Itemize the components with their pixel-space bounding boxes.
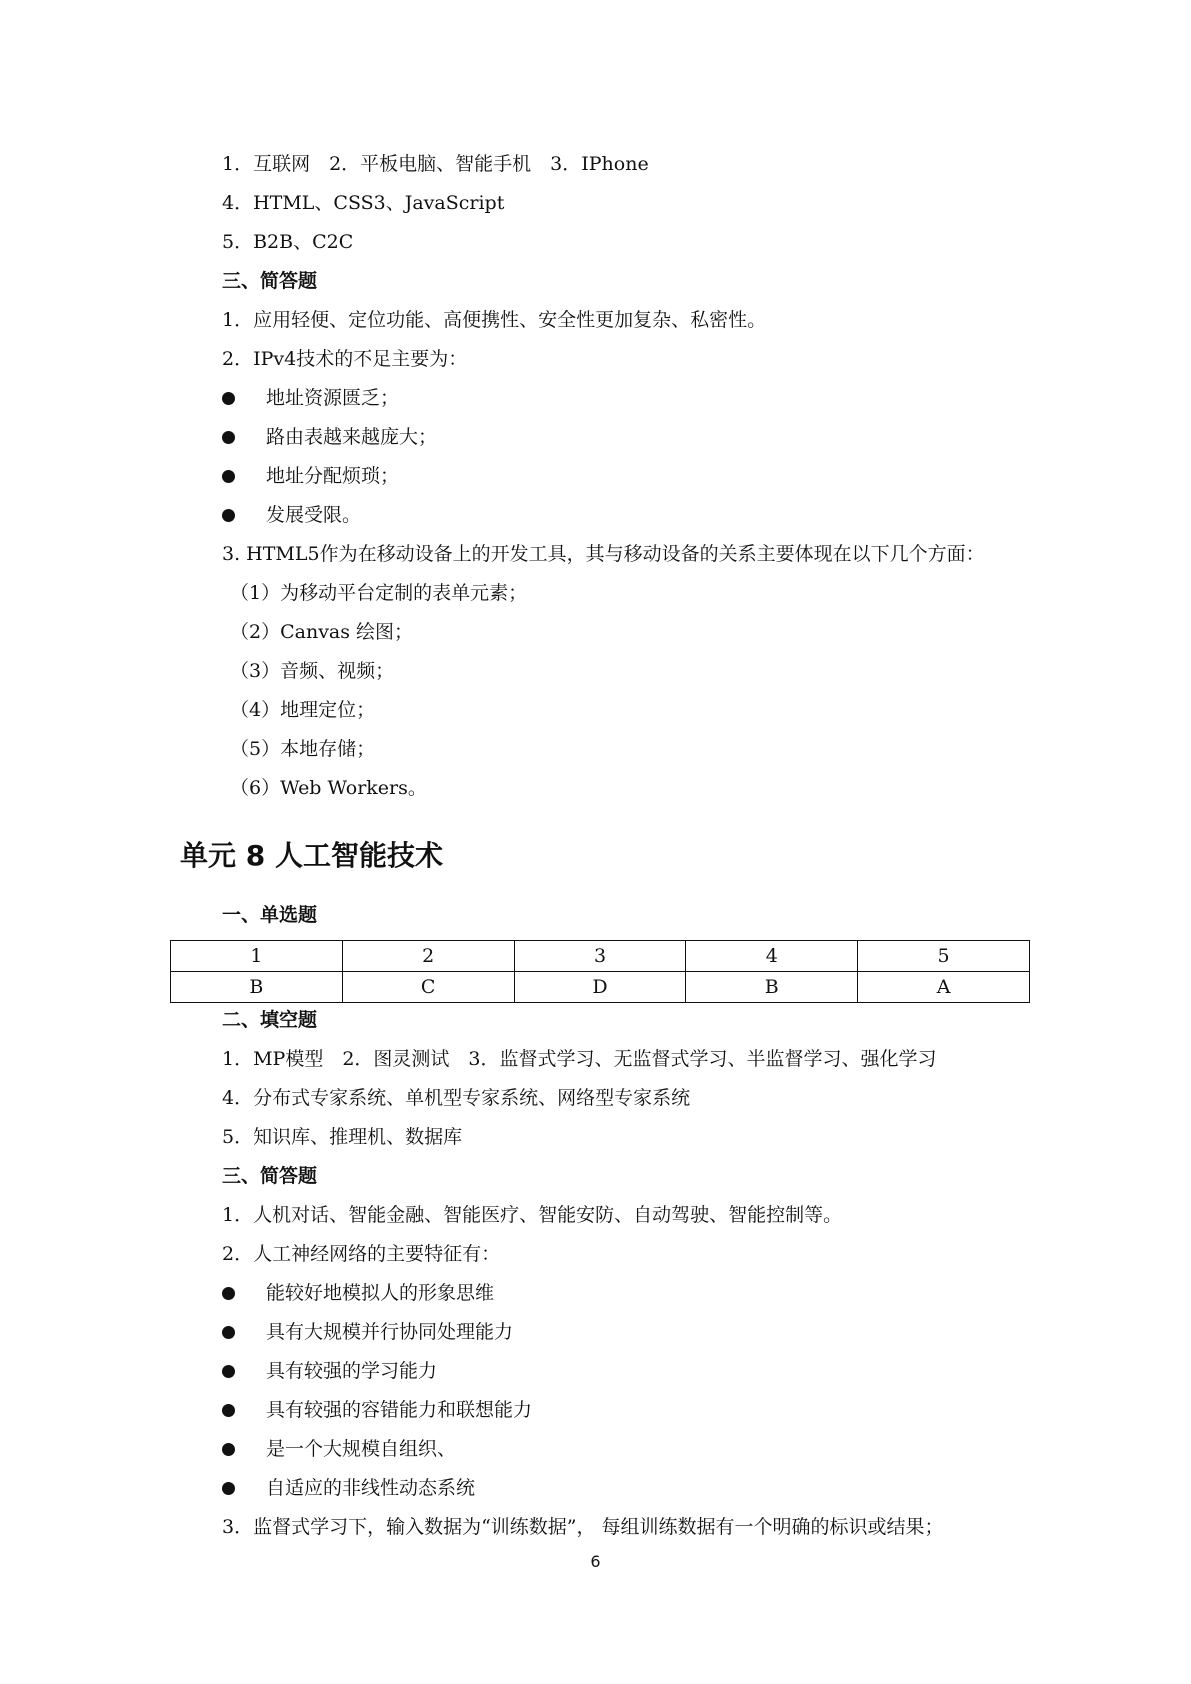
table-row [171, 972, 1030, 1003]
fill-line-1: 1．MP模型 2．图灵测试 3．监督式学习、无监督式学习、半监督学习、强化学习 [222, 1048, 937, 1070]
short-answer-heading: 三、简答题 [222, 270, 318, 292]
list-item: （5）本地存储； [230, 738, 376, 760]
list-item: 地址资源匮乏； [266, 387, 400, 409]
list-item: 具有较强的容错能力和联想能力 [266, 1399, 533, 1421]
short-answer-heading: 三、简答题 [222, 1165, 318, 1187]
bullet-icon [222, 431, 235, 444]
bullet-icon [222, 470, 235, 483]
table-cell: D [514, 972, 686, 1003]
fill-line-2: 4．分布式专家系统、单机型专家系统、网络型专家系统 [222, 1087, 691, 1109]
list-item: （6）Web Workers。 [230, 777, 427, 799]
bullet-icon [222, 1365, 235, 1378]
table-cell: 3 [514, 941, 686, 972]
answer-2-intro: 2．人工神经网络的主要特征有： [222, 1243, 501, 1265]
bullet-icon [222, 1287, 235, 1300]
table-cell: 1 [171, 941, 343, 972]
bullet-icon [222, 1404, 235, 1417]
table-cell: 2 [342, 941, 514, 972]
list-item: （3）音频、视频； [230, 660, 395, 682]
fill-line-3: 5．B2B、C2C [222, 231, 354, 253]
list-item: （2）Canvas 绘图； [230, 621, 414, 643]
table-cell: 4 [686, 941, 858, 972]
list-item: 具有较强的学习能力 [266, 1360, 438, 1382]
table-cell: B [171, 972, 343, 1003]
bullet-icon [222, 509, 235, 522]
fill-line-1: 1．互联网 2．平板电脑、智能手机 3．IPhone [222, 153, 649, 175]
answer-2-intro: 2．IPv4技术的不足主要为： [222, 348, 468, 370]
page-number: 6 [590, 1552, 601, 1571]
table-row [171, 941, 1030, 972]
list-item: 路由表越来越庞大； [266, 426, 438, 448]
table-cell: 5 [858, 941, 1030, 972]
fill-line-3: 5．知识库、推理机、数据库 [222, 1126, 463, 1148]
single-choice-heading: 一、单选题 [222, 904, 318, 926]
bullet-icon [222, 1482, 235, 1495]
answer-1: 1．人机对话、智能金融、智能医疗、智能安防、自动驾驶、智能控制等。 [222, 1204, 843, 1226]
answer-1: 1．应用轻便、定位功能、高便携性、安全性更加复杂、私密性。 [222, 309, 767, 331]
list-item: 自适应的非线性动态系统 [266, 1477, 476, 1499]
table-cell: A [858, 972, 1030, 1003]
list-item: 地址分配烦琐； [266, 465, 400, 487]
bullet-icon [222, 1443, 235, 1456]
answer-3: 3．监督式学习下，输入数据为“训练数据”， 每组训练数据有一个明确的标识或结果； [222, 1516, 944, 1538]
fill-line-2: 4．HTML、CSS3、JavaScript [222, 192, 505, 214]
list-item: 能较好地模拟人的形象思维 [266, 1282, 495, 1304]
list-item: （1）为移动平台定制的表单元素； [230, 582, 528, 604]
list-item: 是一个大规模自组织、 [266, 1438, 457, 1460]
table-cell: C [342, 972, 514, 1003]
bullet-icon [222, 1326, 235, 1339]
unit-title: 单元 8 人工智能技术 [180, 839, 443, 872]
list-item: 发展受限。 [266, 504, 362, 526]
bullet-icon [222, 392, 235, 405]
fill-heading: 二、填空题 [222, 1009, 318, 1031]
answer-table [170, 940, 1030, 1003]
answer-3-intro: 3. HTML5作为在移动设备上的开发工具，其与移动设备的关系主要体现在以下几个方面： [222, 543, 985, 565]
table-cell: B [686, 972, 858, 1003]
list-item: （4）地理定位； [230, 699, 376, 721]
list-item: 具有大规模并行协同处理能力 [266, 1321, 514, 1343]
